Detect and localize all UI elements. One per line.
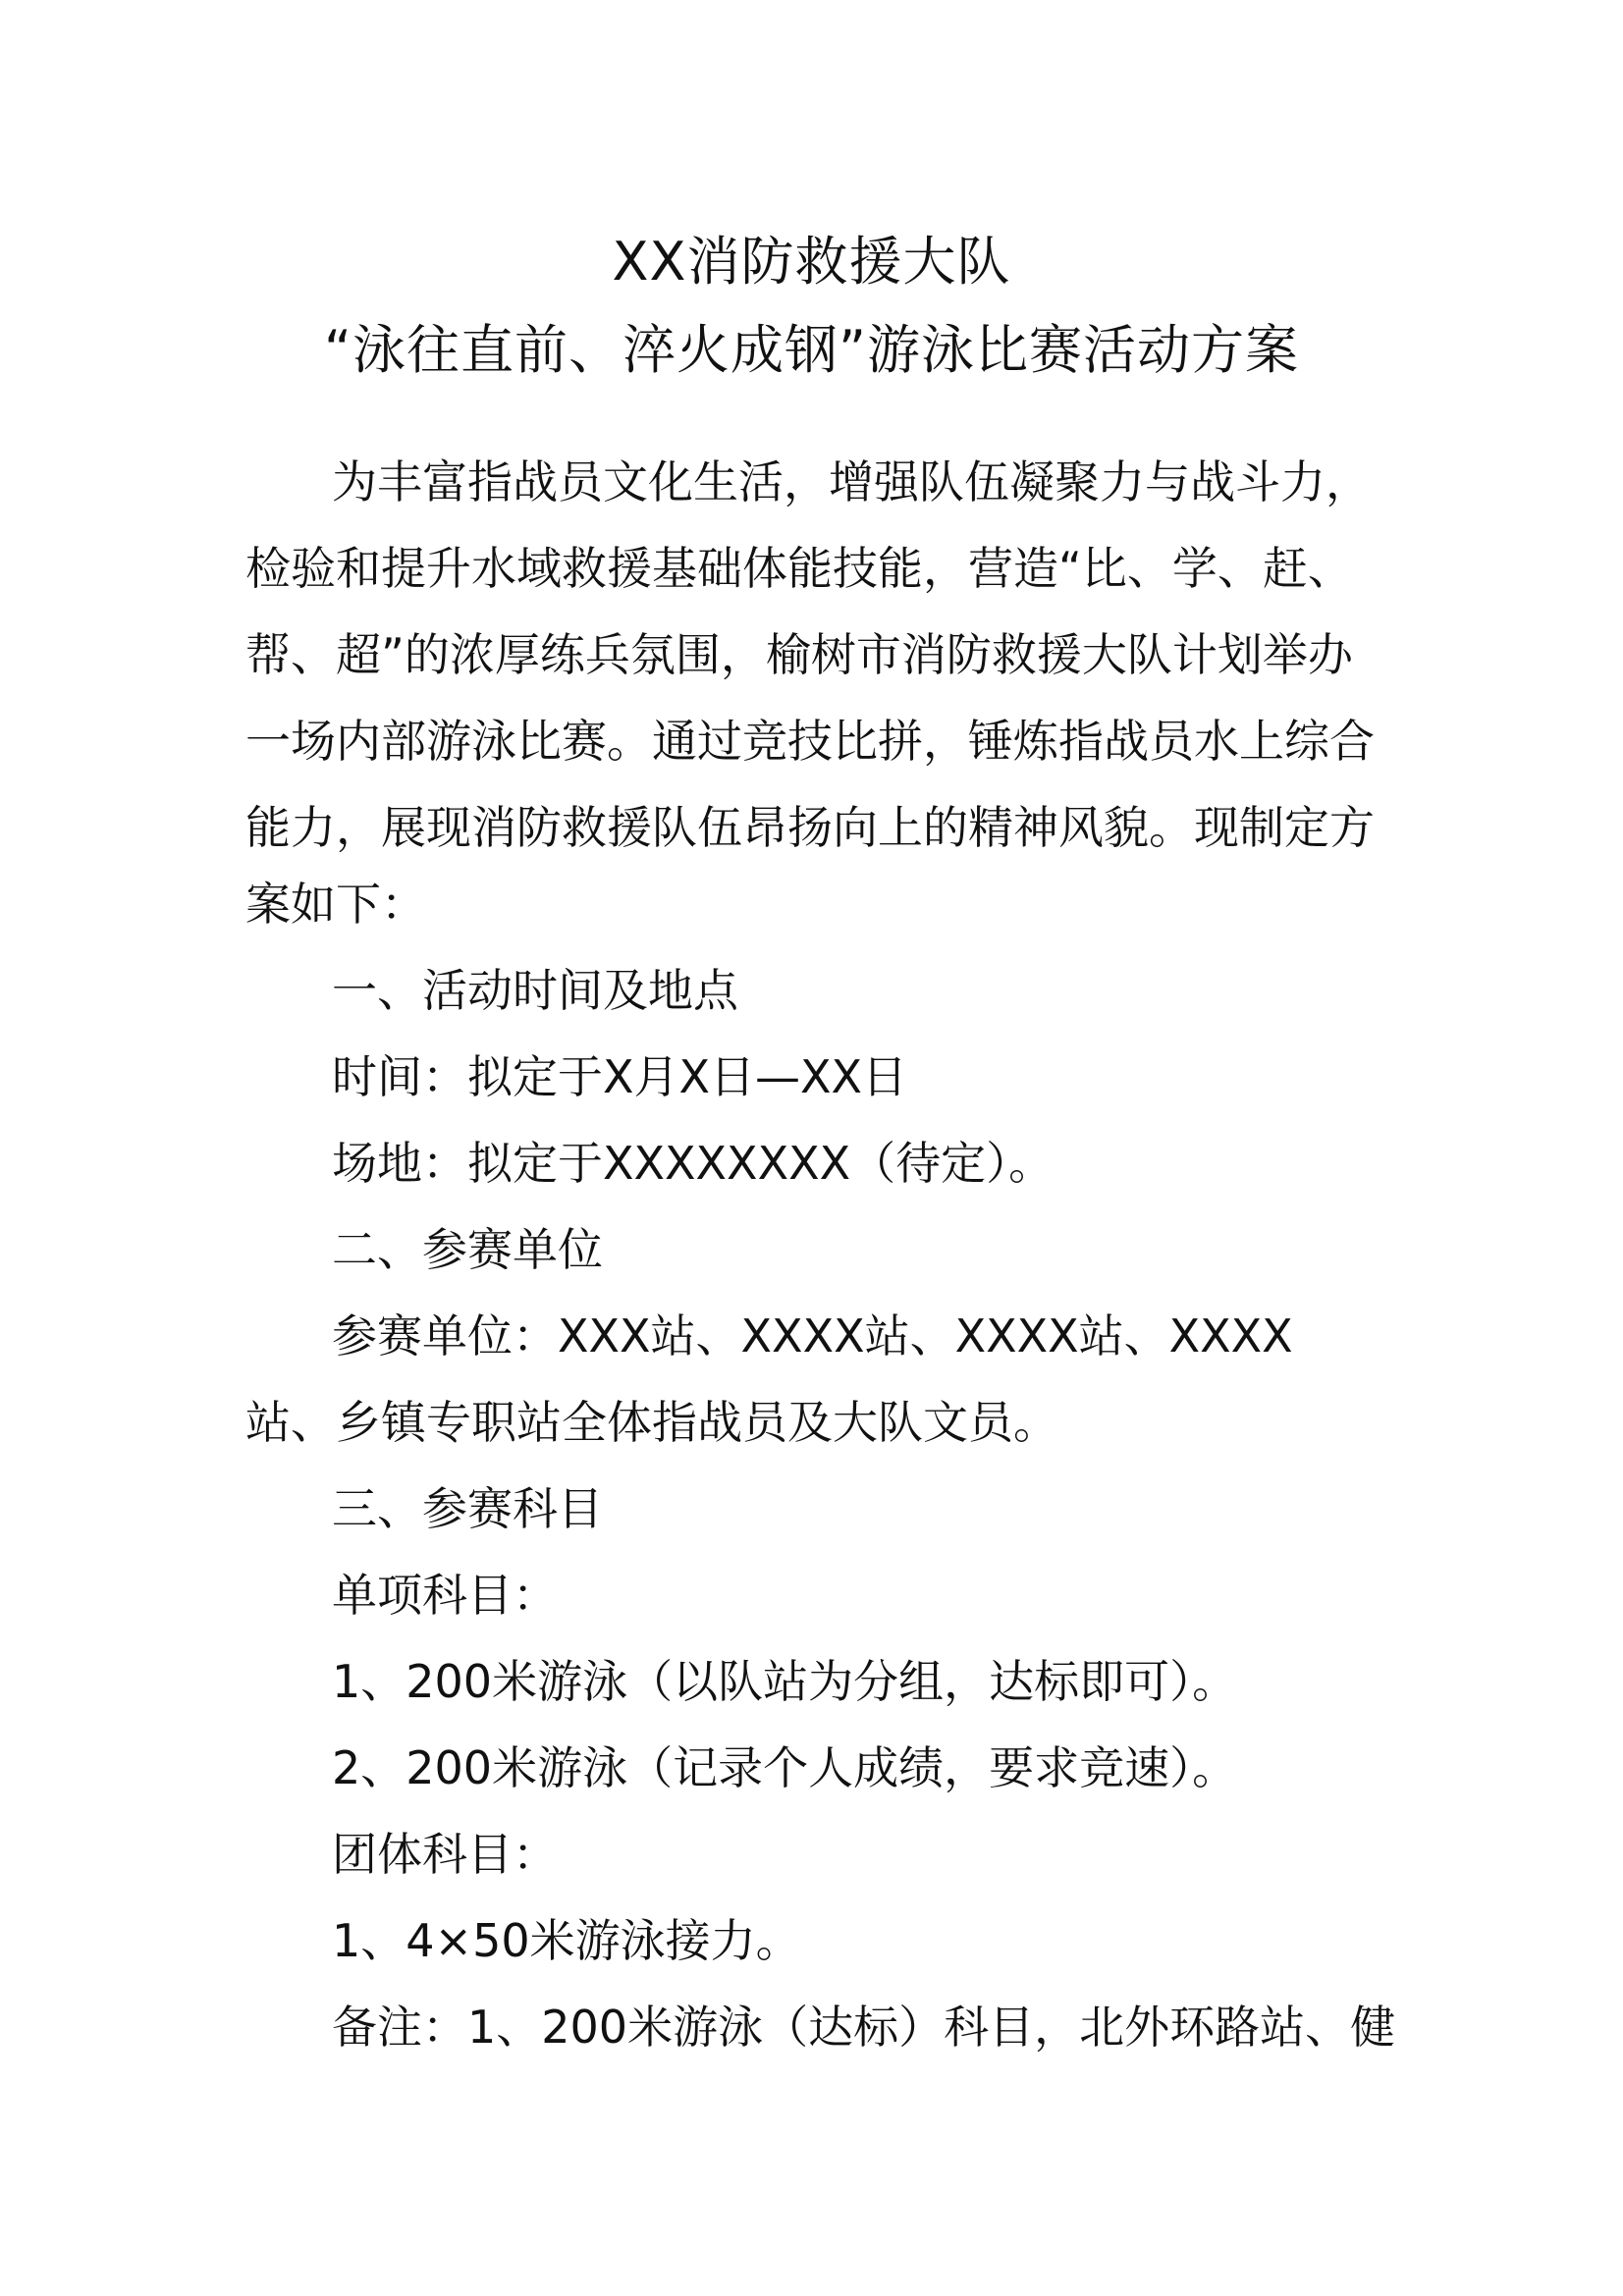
- intro-paragraph-line: 检验和提升水域救援基础体能技能，营造“比、学、赶、: [245, 542, 1353, 595]
- activity-time: 时间：拟定于X月X日—XX日: [332, 1050, 908, 1103]
- participants-line: 站、乡镇专职站全体指战员及大队文员。: [245, 1396, 1058, 1449]
- activity-venue: 场地：拟定于XXXXXXXX（待定）。: [332, 1137, 1055, 1190]
- single-events-label: 单项科目：: [332, 1569, 558, 1622]
- document-title-line-1: XX消防救援大队: [612, 231, 1011, 293]
- intro-paragraph-line: 能力，展现消防救援队伍昂扬向上的精神风貌。现制定方: [245, 801, 1375, 854]
- section-heading-events: 三、参赛科目: [332, 1482, 603, 1535]
- document-title-line-2: “泳往直前、淬火成钢”游泳比赛活动方案: [324, 319, 1299, 381]
- single-event-item: 2、200米游泳（记录个人成绩，要求竞速）。: [332, 1741, 1238, 1794]
- team-event-item: 1、4×50米游泳接力。: [332, 1914, 801, 1967]
- intro-paragraph-line: 案如下：: [245, 878, 426, 931]
- team-events-label: 团体科目：: [332, 1828, 558, 1881]
- participants-line: 参赛单位：XXX站、XXXX站、XXXX站、XXXX: [332, 1309, 1293, 1362]
- intro-paragraph-line: 一场内部游泳比赛。通过竞技比拼，锤炼指战员水上综合: [245, 715, 1375, 768]
- intro-paragraph-line: 帮、超”的浓厚练兵氛围，榆树市消防救援大队计划举办: [245, 628, 1353, 681]
- events-note: 备注：1、200米游泳（达标）科目，北外环路站、健: [332, 2001, 1396, 2054]
- section-heading-participants: 二、参赛单位: [332, 1223, 603, 1276]
- section-heading-time-venue: 一、活动时间及地点: [332, 964, 738, 1017]
- single-event-item: 1、200米游泳（以队站为分组，达标即可）。: [332, 1655, 1238, 1708]
- intro-paragraph-line: 为丰富指战员文化生活，增强队伍凝聚力与战斗力，: [332, 455, 1371, 508]
